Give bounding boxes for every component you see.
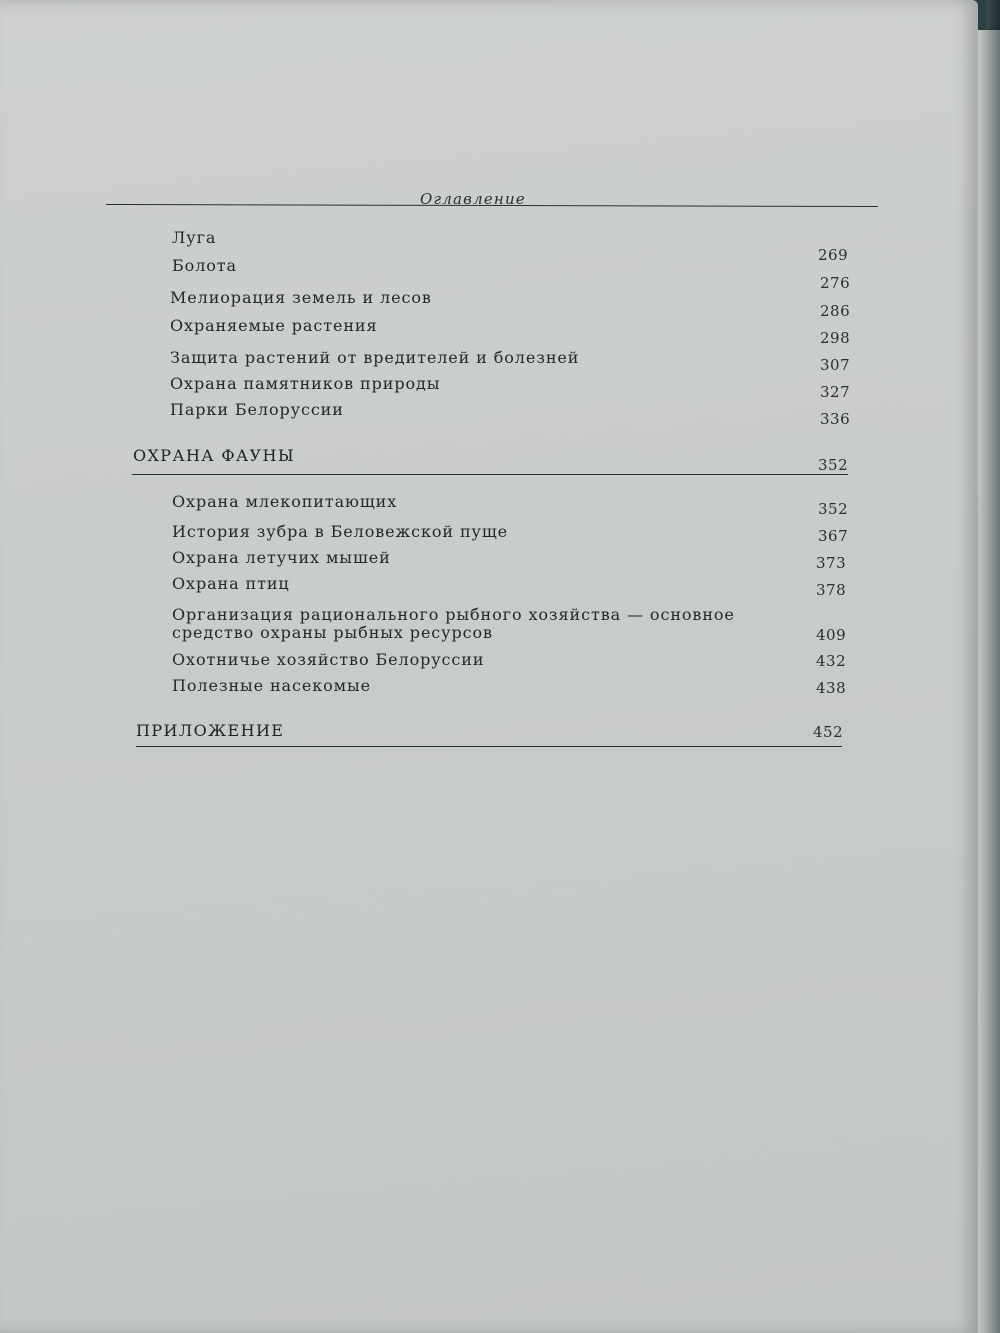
section-rule [136, 746, 842, 747]
toc-entry-page: 327 [820, 383, 851, 401]
toc-entry-title: Защита растений от вредителей и болезней [170, 348, 580, 367]
toc-entry-page: 432 [816, 652, 847, 670]
toc-entry-page: 307 [820, 356, 851, 374]
toc-entry-page: 286 [820, 302, 851, 320]
toc-entry-page: 438 [816, 679, 847, 697]
section-rule [132, 474, 848, 475]
toc-entry-page: 409 [816, 626, 847, 644]
toc-entry-page: 298 [820, 329, 851, 347]
toc-entry-title: Мелиорация земель и лесов [170, 288, 432, 307]
toc-entry-page: 352 [818, 500, 849, 518]
toc-entry-title: История зубра в Беловежской пуще [172, 522, 509, 541]
toc-entry-page: 378 [816, 581, 847, 599]
toc-entry-title: Охрана птиц [172, 574, 290, 593]
toc-entry-title: Охрана млекопитающих [172, 492, 398, 511]
toc-entry-page: 367 [818, 527, 849, 545]
toc-entry-title: Парки Белоруссии [170, 400, 344, 419]
toc-entry-title: Охраняемые растения [170, 316, 378, 335]
toc-entry-title: Охрана памятников природы [170, 374, 441, 393]
toc-entry-title: Луга [172, 228, 217, 247]
section-page-appendix: 452 [813, 723, 844, 741]
toc-entry-page: 373 [816, 554, 847, 572]
section-page-fauna: 352 [818, 456, 849, 474]
toc-entry-title: Организация рационального рыбного хозяйства — основное средство охраны рыбных ресурсов [172, 605, 735, 642]
section-title-appendix: ПРИЛОЖЕНИЕ [136, 721, 285, 740]
toc-entry-page: 269 [818, 246, 849, 264]
toc-entry-title: Полезные насекомые [172, 676, 372, 695]
toc-entry-page: 276 [820, 274, 851, 292]
toc-entry-page: 336 [820, 410, 851, 428]
toc-entry-title: Охотничье хозяйство Белоруссии [172, 650, 485, 669]
section-title-fauna: ОХРАНА ФАУНЫ [133, 446, 296, 465]
toc-entry-title: Охрана летучих мышей [172, 548, 391, 567]
toc-entry-title: Болота [172, 256, 237, 275]
running-head: Оглавление [420, 190, 526, 208]
